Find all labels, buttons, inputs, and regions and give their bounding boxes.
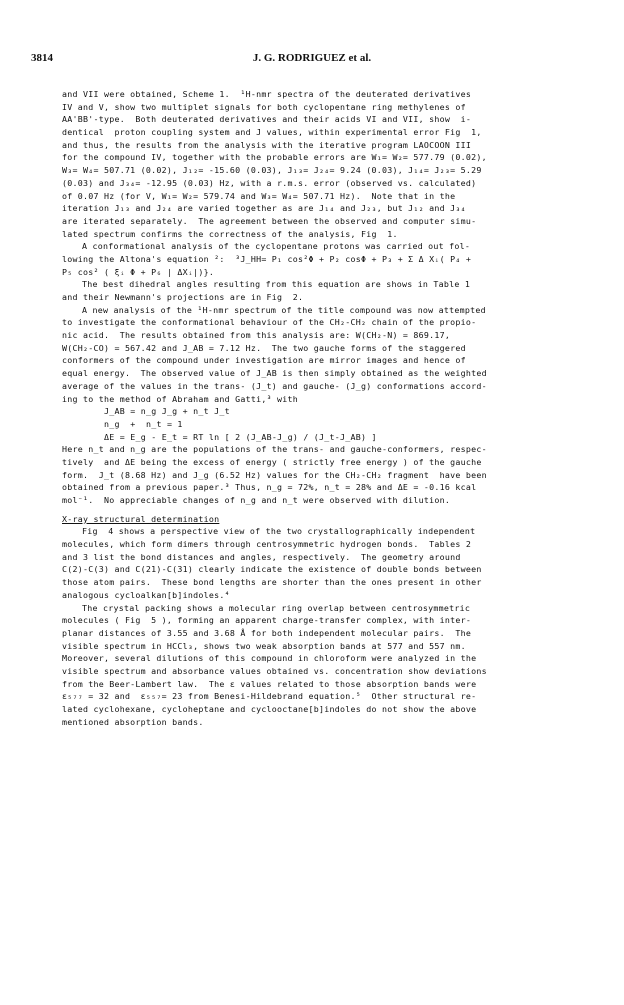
text-line: The crystal packing shows a molecular ring overlap between centrosymmetric [82,602,471,613]
text-line: A new analysis of the ¹H-nmr spectrum of the title compound was now attempted [82,304,486,315]
text-line: AA'BB'-type. Both deuterated derivatives and their acids VI and VII, show i- [62,114,472,125]
paragraph-new-analysis [62,304,582,406]
text-line: A conformational analysis of the cyclopentane protons was carried out fol- [82,241,471,252]
text-line: and VII were obtained, Scheme 1. ¹H-nmr spectra of the deuterated derivatives [62,89,472,99]
paragraph-xray-geometry [62,525,582,601]
paragraph-dihedral-angles [62,278,582,303]
text-line: dentical proton coupling system and J values, within experimental error Fig 1, [62,127,482,138]
text-line: P₅ cos² ( ξᵢ Φ + P₆ | ΔXᵢ|)}. [62,266,215,277]
text-line: form. J_t (8.68 Hz) and J_g (6.52 Hz) values for the CH₂-CH₂ fragment have been [62,469,487,480]
text-line: for the compound IV, together with the probable errors are W₁= W₂= 577.79 (0.02), [62,152,487,163]
text-line: mol⁻¹. No appreciable changes of n_g and n_t were observed with dilution. [62,495,451,505]
equation: n_g + n_t = 1 [104,418,183,429]
text-line: molecules ( Fig 5 ), forming an apparent charge-transfer complex, with inter- [62,615,472,626]
text-line: equal energy. The observed value of J_AB is then simply obtained as the weighted [62,368,487,379]
text-line: lated spectrum confirms the correctness of the analysis, Fig 1. [62,228,398,239]
text-line: The best dihedral angles resulting from this equation are shows in Table 1 [82,279,471,290]
text-line: Moreover, several dilutions of this compound in chloroform were analyzed in the [62,653,477,664]
text-line: planar distances of 3.55 and 3.68 Å for both independent molecular pairs. The [62,627,472,638]
text-line: and their Newmann's projections are in Fig 2. [62,292,304,302]
text-line: of 0.07 Hz (for V, W₁= W₂= 579.74 and W₃= W₄= 507.71 Hz). Note that in the [62,190,456,201]
text-line: tively and ΔE being the excess of energy ( strictly free energy ) of the gauche [62,456,482,467]
text-line: W₃= W₄= 507.71 (0.02), J₁₂= -15.60 (0.03), J₁₃= J₂₄= 9.24 (0.03), J₁₄= J₂₃= 5.29 [62,165,482,176]
text-line: W(CH₂-CO) = 567.42 and J_AB = 7.12 Hz. The two gauche forms of the staggered [62,342,466,353]
text-line: iteration J₁₃ and J₂₄ are varied together as are J₁₄ and J₂₃, but J₁₂ and J₃₄ [62,203,466,214]
text-line: are iterated separately. The agreement between the observed and computer simu- [62,215,477,226]
text-line: visible spectrum and absorbance values obtained vs. concentration show deviations [62,665,487,676]
section-heading: X-ray structural determination [62,513,220,524]
text-line: those atom pairs. These bond lengths are shorter than the ones present in other [62,577,482,588]
text-line: C(2)-C(3) and C(21)-C(31) clearly indicate the existence of double bonds between [62,564,482,575]
text-line: to investigate the conformational behaviour of the CH₂-CH₂ chain of the propio- [62,317,477,328]
text-line: Fig 4 shows a perspective view of the two crystallographically independent [82,526,476,537]
paragraph-nmr-analysis [62,88,582,240]
text-line: mentioned absorption bands. [62,716,204,727]
text-line: ing to the method of Abraham and Gatti,³ with [62,393,299,404]
text-line: IV and V, show two multiplet signals for both cyclopentane ring methylenes of [62,101,466,112]
paragraph-crystal-packing [62,602,582,729]
paragraph-conformational-analysis [62,240,582,278]
paragraph-populations [62,443,582,506]
text-line: analogous cycloalkan[b]indoles.⁴ [62,589,230,600]
page-header [31,52,593,68]
text-line: obtained from a previous paper.³ Thus, n_g = 72%, n_t = 28% and ΔE = -0.16 kcal [62,482,477,493]
text-line: nic acid. The results obtained from this analysis are: W(CH₂-N) = 869.17, [62,330,451,341]
text-line: (0.03) and J₃₄= -12.95 (0.03) Hz, with a r.m.s. error (observed vs. calculated) [62,177,477,188]
equation: J_AB = n_g J_g + n_t J_t [104,406,230,417]
text-line: and 3 list the bond distances and angles, respectively. The geometry around [62,551,461,562]
equation: ΔE = E_g - E_t = RT ln [ 2 (J_AB-J_g) / (J_t-J_AB) ] [104,431,377,442]
page-number: 3814 [31,52,53,64]
running-title: J. G. RODRIGUEZ et al. [252,52,372,64]
text-line: average of the values in the trans- (J_t) and gauche- (J_g) conformations accord- [62,380,487,391]
text-line: ε₅₇₇ = 32 and ε₅₅₇= 23 from Benesi-Hildebrand equation.⁵ Other structural re- [62,691,477,702]
text-line: Here n_t and n_g are the populations of the trans- and gauche-conformers, respec- [62,444,487,455]
text-line: lated cyclohexane, cycloheptane and cyclooctane[b]indoles do not show the above [62,704,477,714]
text-line: molecules, which form dimers through centrosymmetric hydrogen bonds. Tables 2 [62,539,472,550]
article-body [62,88,582,728]
text-line: lowing the Altona's equation ²: ³J_HH= P₁ cos²Φ + P₂ cosΦ + P₃ + Σ Δ Xᵢ( P₄ + [62,253,472,264]
text-line: conformers of the compound under investigation are mirror images and hence of [62,355,466,366]
text-line: from the Beer-Lambert law. The ε values related to those absorption bands were [62,678,477,689]
text-line: and thus, the results from the analysis with the iterative program LAOCOON III [62,139,472,150]
text-line: visible spectrum in HCCl₃, shows two weak absorption bands at 577 and 557 nm. [62,640,466,651]
equation-block [62,405,582,443]
